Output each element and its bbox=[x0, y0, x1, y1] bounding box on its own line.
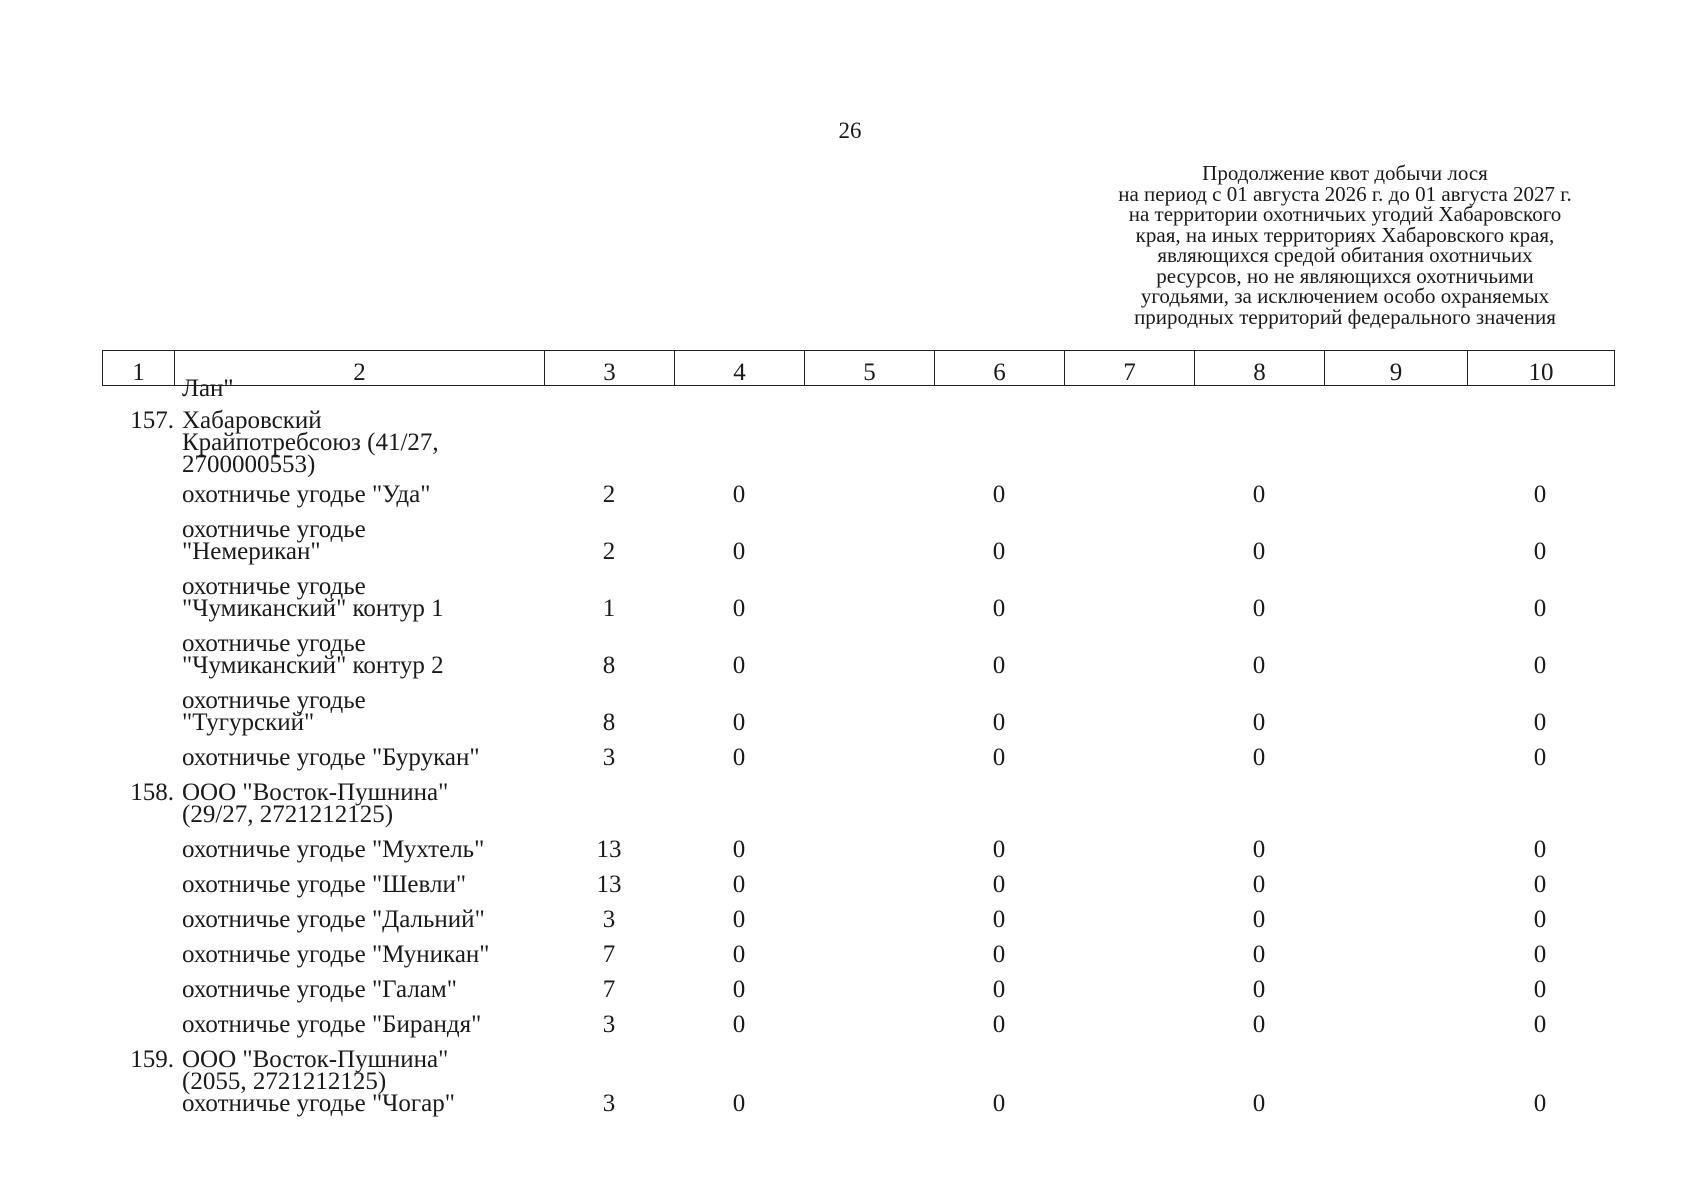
cell-col8: 0 bbox=[1252, 595, 1266, 622]
hunting-ground-name: охотничье угодье "Бурукан" bbox=[182, 744, 480, 771]
group-row bbox=[102, 407, 1616, 478]
table-row bbox=[102, 836, 1616, 863]
cell-col10: 0 bbox=[1533, 652, 1547, 679]
cell-col4: 0 bbox=[732, 1011, 746, 1038]
cell-col4: 0 bbox=[732, 744, 746, 771]
cell-col3: 8 bbox=[602, 652, 616, 679]
hunting-ground-name: охотничье угодье "Тугурский" bbox=[182, 687, 366, 736]
hunting-ground-name: охотничье угодье "Немерикан" bbox=[182, 516, 366, 565]
hunting-ground-name: охотничье угодье "Бирандя" bbox=[182, 1011, 482, 1038]
cell-col3: 3 bbox=[602, 906, 616, 933]
cell-col8: 0 bbox=[1252, 709, 1266, 736]
cell-col4: 0 bbox=[732, 709, 746, 736]
cell-col8: 0 bbox=[1252, 871, 1266, 898]
cell-col6: 0 bbox=[992, 836, 1006, 863]
cell-col10: 0 bbox=[1533, 1011, 1547, 1038]
cell-col4: 0 bbox=[732, 1090, 746, 1117]
cell-col4: 0 bbox=[732, 538, 746, 565]
caption-line: ресурсов, но не являющихся охотничьими bbox=[1156, 263, 1534, 288]
continuation-text: Лан" bbox=[182, 375, 234, 402]
table-row bbox=[102, 871, 1616, 898]
cell-col4: 0 bbox=[732, 906, 746, 933]
table-row bbox=[102, 375, 1616, 402]
hunting-ground-name: охотничье угодье "Чогар" bbox=[182, 1090, 455, 1117]
cell-col8: 0 bbox=[1252, 652, 1266, 679]
cell-col10: 0 bbox=[1533, 1090, 1547, 1117]
cell-col3: 3 bbox=[602, 1090, 616, 1117]
column-header-5: 5 bbox=[805, 351, 935, 385]
cell-col3: 3 bbox=[602, 744, 616, 771]
hunting-ground-name: охотничье угодье "Дальний" bbox=[182, 906, 485, 933]
table-row bbox=[102, 573, 1616, 622]
caption-line: на период с 01 августа 2026 г. до 01 августа 2027 г. bbox=[1118, 181, 1572, 206]
cell-col3: 7 bbox=[602, 976, 616, 1003]
cell-col3: 7 bbox=[602, 941, 616, 968]
group-index: 158. bbox=[130, 779, 174, 806]
cell-col6: 0 bbox=[992, 652, 1006, 679]
cell-col6: 0 bbox=[992, 744, 1006, 771]
cell-col4: 0 bbox=[732, 941, 746, 968]
caption-line: угодьями, за исключением особо охраняемых bbox=[1140, 284, 1550, 308]
cell-col3: 1 bbox=[602, 595, 616, 622]
hunting-ground-name: охотничье угодье "Чумиканский" контур 2 bbox=[182, 630, 444, 679]
caption-line: края, на иных территориях Хабаровского края, bbox=[1135, 222, 1555, 247]
cell-col6: 0 bbox=[992, 481, 1006, 508]
column-header-8: 8 bbox=[1195, 351, 1325, 385]
cell-col4: 0 bbox=[732, 595, 746, 622]
table-row bbox=[102, 687, 1616, 736]
group-row bbox=[102, 779, 1616, 828]
caption-line: на территории охотничьих угодий Хабаровского bbox=[1128, 202, 1562, 226]
column-header-2: 2 bbox=[175, 351, 545, 385]
cell-col6: 0 bbox=[992, 976, 1006, 1003]
caption-line: природных территорий федерального значения bbox=[1134, 304, 1556, 329]
cell-col6: 0 bbox=[992, 941, 1006, 968]
table-row bbox=[102, 516, 1616, 565]
cell-col8: 0 bbox=[1252, 836, 1266, 863]
cell-col8: 0 bbox=[1252, 744, 1266, 771]
cell-col10: 0 bbox=[1533, 906, 1547, 933]
cell-col4: 0 bbox=[732, 871, 746, 898]
group-name: ООО "Восток-Пушнина" (2055, 2721212125) bbox=[182, 1046, 449, 1095]
cell-col8: 0 bbox=[1252, 906, 1266, 933]
hunting-ground-name: охотничье угодье "Муникан" bbox=[182, 941, 490, 968]
cell-col6: 0 bbox=[992, 538, 1006, 565]
cell-col6: 0 bbox=[992, 595, 1006, 622]
group-name: Хабаровский Крайпотребсоюз (41/27, 2700000553) bbox=[182, 407, 439, 478]
cell-col3: 13 bbox=[596, 836, 622, 863]
page-number: 26 bbox=[838, 118, 862, 143]
table-row bbox=[102, 1011, 1616, 1038]
group-name: ООО "Восток-Пушнина" (29/27, 2721212125) bbox=[182, 779, 449, 828]
cell-col10: 0 bbox=[1533, 871, 1547, 898]
hunting-ground-name: охотничье угодье "Мухтель" bbox=[182, 836, 485, 863]
table-row bbox=[102, 630, 1616, 679]
caption-line: Продолжение квот добычи лося bbox=[1202, 161, 1488, 185]
table-row bbox=[102, 1090, 1616, 1117]
column-header-1: 1 bbox=[103, 351, 175, 385]
column-header-3: 3 bbox=[545, 351, 675, 385]
cell-col10: 0 bbox=[1533, 481, 1547, 508]
cell-col3: 13 bbox=[596, 871, 622, 898]
table-row bbox=[102, 976, 1616, 1003]
cell-col8: 0 bbox=[1252, 481, 1266, 508]
cell-col10: 0 bbox=[1533, 976, 1547, 1003]
cell-col8: 0 bbox=[1252, 941, 1266, 968]
table-row bbox=[102, 941, 1616, 968]
hunting-ground-name: охотничье угодье "Чумиканский" контур 1 bbox=[182, 573, 444, 622]
group-index: 159. bbox=[130, 1046, 174, 1073]
cell-col6: 0 bbox=[992, 1090, 1006, 1117]
table-row bbox=[102, 481, 1616, 508]
table-row bbox=[102, 744, 1616, 771]
column-header-4: 4 bbox=[675, 351, 805, 385]
cell-col4: 0 bbox=[732, 836, 746, 863]
cell-col4: 0 bbox=[732, 652, 746, 679]
cell-col6: 0 bbox=[992, 906, 1006, 933]
cell-col10: 0 bbox=[1533, 538, 1547, 565]
cell-col8: 0 bbox=[1252, 538, 1266, 565]
table-body bbox=[102, 375, 1616, 1117]
cell-col4: 0 bbox=[732, 481, 746, 508]
cell-col3: 2 bbox=[602, 538, 616, 565]
cell-col3: 2 bbox=[602, 481, 616, 508]
cell-col4: 0 bbox=[732, 976, 746, 1003]
hunting-ground-name: охотничье угодье "Уда" bbox=[182, 481, 431, 508]
cell-col8: 0 bbox=[1252, 1090, 1266, 1117]
cell-col6: 0 bbox=[992, 871, 1006, 898]
cell-col8: 0 bbox=[1252, 976, 1266, 1003]
cell-col10: 0 bbox=[1533, 744, 1547, 771]
group-row bbox=[102, 1046, 1616, 1095]
cell-col6: 0 bbox=[992, 1011, 1006, 1038]
cell-col10: 0 bbox=[1533, 941, 1547, 968]
column-header-9: 9 bbox=[1325, 351, 1468, 385]
cell-col10: 0 bbox=[1533, 595, 1547, 622]
cell-col3: 8 bbox=[602, 709, 616, 736]
group-index: 157. bbox=[130, 407, 174, 434]
cell-col8: 0 bbox=[1252, 1011, 1266, 1038]
column-header-10: 10 bbox=[1528, 359, 1554, 386]
cell-col3: 3 bbox=[602, 1011, 616, 1038]
table-caption bbox=[1045, 163, 1645, 327]
cell-col6: 0 bbox=[992, 709, 1006, 736]
table-row bbox=[102, 906, 1616, 933]
cell-col10: 0 bbox=[1533, 836, 1547, 863]
caption-line: являющихся средой обитания охотничьих bbox=[1157, 243, 1533, 267]
cell-col10: 0 bbox=[1533, 709, 1547, 736]
column-header-7: 7 bbox=[1065, 351, 1195, 385]
hunting-ground-name: охотничье угодье "Галам" bbox=[182, 976, 457, 1003]
column-header-6: 6 bbox=[935, 351, 1065, 385]
hunting-ground-name: охотничье угодье "Шевли" bbox=[182, 871, 467, 898]
